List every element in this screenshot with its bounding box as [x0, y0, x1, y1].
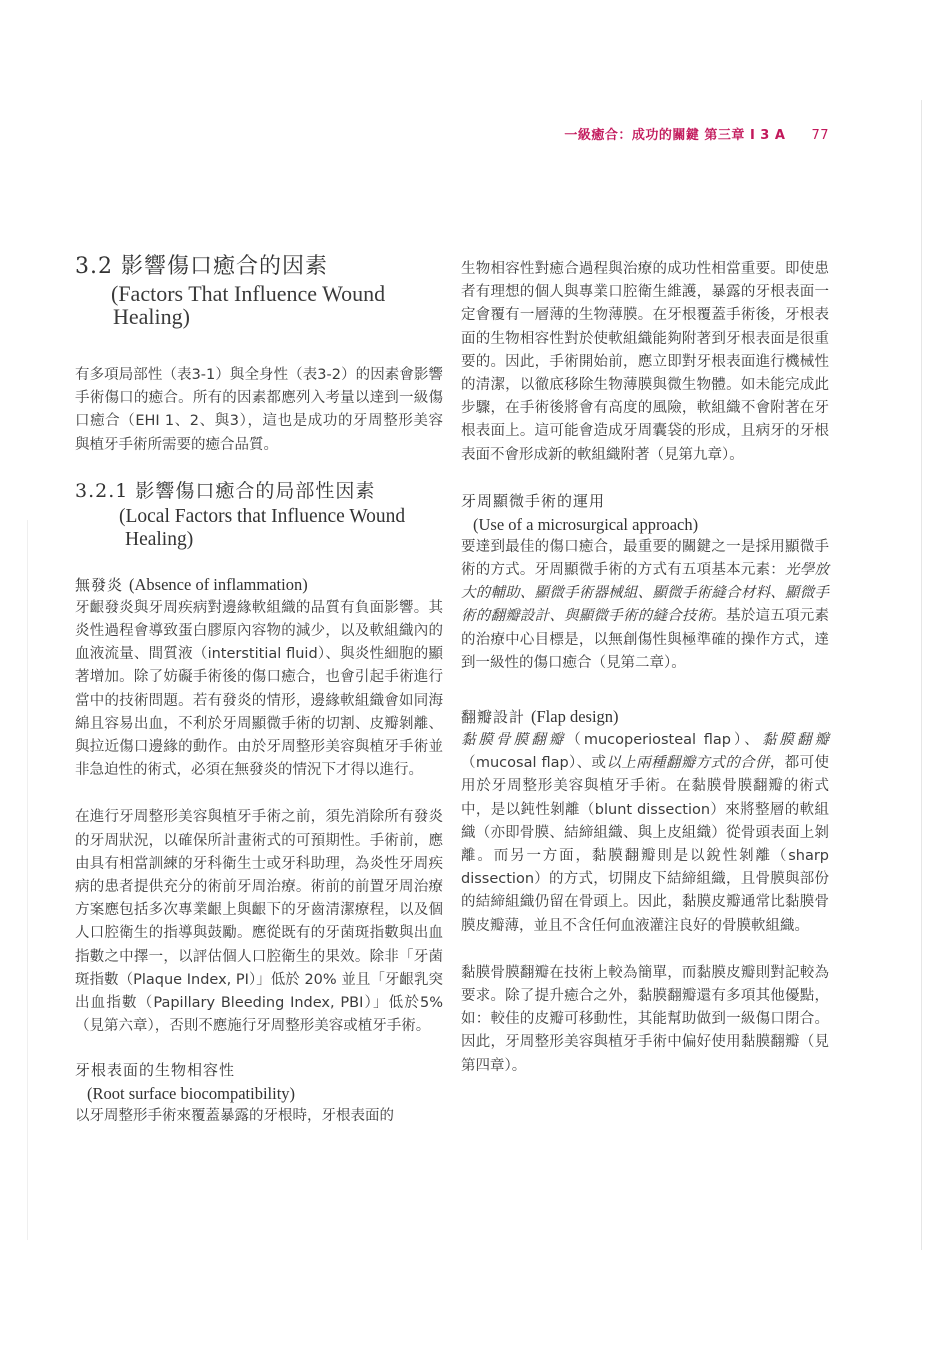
flap-heading-zh: 翻瓣設計: [461, 708, 526, 727]
inflammation-paragraph-2: 在進行牙周整形美容與植牙手術之前，須先消除所有發炎的牙周狀況，以確保所計畫術式的可預期性。手術前，應由具有相當訓練的牙科衛生士或牙科助理，為炎性牙周疾病的患者提供充分的術前牙周治療。術前的前置牙周治療方案應包括多次專業齦上與齦下的牙齒清潔療程，以及個人口腔衛生的指導與鼓勵。應從既有的牙菌斑指數與出血指數之中擇一，以評估個人口腔衛生的果效。除非「牙菌斑指數（Plaque Index, PI）」低於 20% 並且「牙齦乳突出血指數（Papillary Bleeding Index, PBI）」低於5%（見第六章），否則不應施行牙周整形美容或植牙手術。: [75, 809, 443, 1035]
page-number: 77: [811, 128, 829, 143]
right-column: [461, 258, 829, 1078]
root-paragraph-start: 以牙周整形手術來覆蓋暴露的牙根時，牙根表面的: [75, 1108, 394, 1125]
root-paragraph-continued: 生物相容性對癒合過程與治療的成功性相當重要。即使患者有理想的個人與專業口腔衛生維護，暴露的牙根表面一定會覆有一層薄的生物薄膜。在牙根覆蓋手術後，牙根表面的生物相容性對於使軟組織能夠附著到牙根表面是很重要的。因此，手術開始前，應立即對牙根表面進行機械性的清潔，以徹底移除生物薄膜與微生物體。如未能完成此步驟，在手術後將會有高度的風險，軟組織不會附著在牙根表面上。這可能會造成牙周囊袋的形成，且病牙的牙根表面不會形成新的軟組織附著（見第九章）。: [461, 261, 829, 463]
micro-paragraph: 要達到最佳的傷口癒合，最重要的關鍵之一是採用顯微手術的方式。牙周顯微手術的方式有五項基本元素：光學放大的輔助、顯微手術器械組、顯微手術縫合材料、顯微手術的翻瓣設計、與顯微手術的縫合技術。基於這五項元素的治療中心目標是，以無創傷性與極準確的操作方式，達到一級性的傷口癒合（見第二章）。: [461, 538, 830, 671]
inflammation-paragraph-1: 牙齦發炎與牙周疾病對邊緣軟組織的品質有負面影響。其炎性過程會導致蛋白膠原內容物的減少，以及軟組織內的血液流量、間質液（interstitial fluid）、與炎性細胞的顯著增加。除了妨礙手術後的傷口癒合，也會引起手術進行當中的技術問題。若有發炎的情形，邊緣軟組織會如同海綿且容易出血，不利於牙周顯微手術的切割、皮瓣剝離、與拉近傷口邊緣的動作。由於牙周整形美容與植牙手術並非急迫性的術式，必須在無發炎的情況下才得以進行。: [75, 599, 443, 779]
flap-paragraph-2: 黏膜骨膜翻瓣在技術上較為簡單，而黏膜皮瓣則對記較為要求。除了提升癒合之外，黏膜翻瓣還有多項其他優點，如：較佳的皮瓣可移動性，其能幫助做到一級傷口閉合。因此，牙周整形美容與植牙手術中偏好使用黏膜翻瓣（見第四章）。: [461, 964, 829, 1074]
intro-paragraph: 有多項局部性（表3-1）與全身性（表3-2）的因素會影響手術傷口的癒合。所有的因素都應列入考量以達到一級傷口癒合（EHI 1、2、與3），這也是成功的牙周整形美容與植牙手術所需要的癒合品質。: [75, 367, 443, 453]
flap-paragraph-1: 黏膜骨膜翻瓣（mucoperiosteal flap）、黏膜翻瓣（mucosal flap）、或以上兩種翻瓣方式的合併，都可使用於牙周整形美容與植牙手術。在黏膜骨膜翻瓣的術式中，是以鈍性剝離（blunt dissection）來將整層的軟組織（亦即骨膜、結締組織、與上皮組織）從骨頭表面上剝離。而另一方面，黏膜翻瓣則是以銳性剝離（sharp dissection）的方式，切開皮下結締組織，且骨膜與部份的結締組織仍留在骨頭上。因此，黏膜皮瓣通常比黏膜骨膜皮瓣薄，並且不含任何血液灌注良好的骨膜軟組織。: [461, 732, 830, 934]
inflammation-heading: [75, 573, 443, 597]
section-title: 3.2 影響傷口癒合的因素: [75, 254, 328, 279]
left-column: [75, 252, 443, 1129]
flap-heading: [461, 705, 829, 729]
section-title-english: (Factors That Influence Wound Healing): [111, 281, 386, 329]
micro-heading-en: (Use of a microsurgical approach): [473, 514, 699, 534]
root-heading-zh: 牙根表面的生物相容性: [75, 1061, 236, 1080]
root-heading-en: (Root surface biocompatibility): [87, 1084, 296, 1104]
left-margin-rule: [27, 520, 28, 1240]
running-title: 一級癒合：成功的關鍵 第三章 I 3 A: [564, 128, 786, 143]
five-elements: 光學放大的輔助、顯微手術器械組、顯微手術縫合材料、顯微手術的翻瓣設計、與顯微手術的縫合技術: [461, 562, 830, 625]
micro-heading-zh: 牙周顯微手術的運用: [461, 491, 606, 510]
inflammation-heading-zh: 無發炎: [75, 575, 124, 594]
inflammation-heading-en: (Absence of inflammation): [129, 574, 308, 594]
subsection-title: 3.2.1 影響傷口癒合的局部性因素: [75, 479, 376, 502]
flap-heading-en: (Flap design): [531, 707, 619, 727]
page-edge-rule: [921, 100, 922, 1250]
subsection-title-english: (Local Factors that Influence Wound Healing): [119, 505, 406, 550]
running-header: [564, 124, 829, 143]
